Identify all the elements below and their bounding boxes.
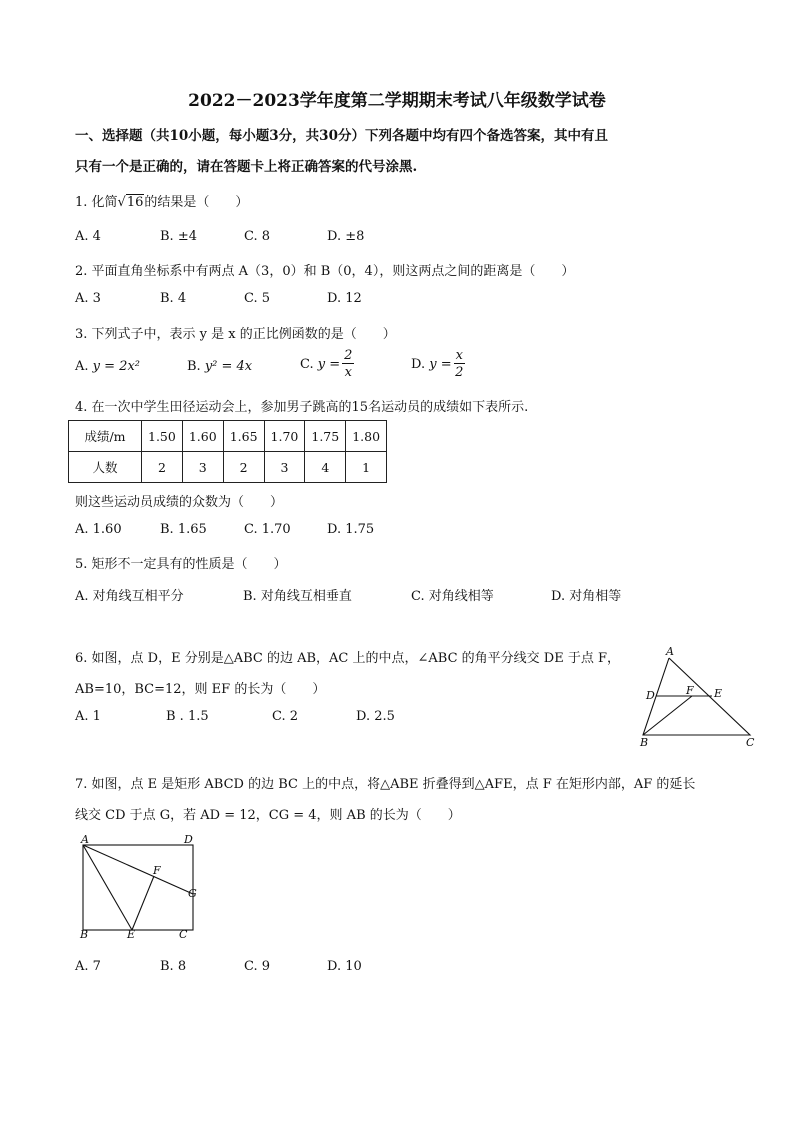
score-table [68,420,387,483]
q3-option-c [300,349,356,379]
triangle-figure [630,640,770,750]
q1-option-d: D. ±8 [327,229,365,244]
question-4: 4. 在一次中学生田径运动会上，参加男子跳高的15名运动员的成绩如下表所示. [75,400,529,415]
q3-option-a [75,359,140,374]
q3-option-d [411,349,467,379]
q3-option-c-fraction [342,349,354,379]
q4-option-d: D. 1.75 [327,522,375,537]
table-cell: 1 [346,452,387,483]
q6-option-d: D. 2.5 [356,709,395,724]
fraction-numerator: x [455,348,463,363]
rectangle-abcd [83,845,193,930]
table-row [69,421,387,452]
question-5: 5. 矩形不一定具有的性质是（ ） [75,557,287,572]
fraction-numerator: 2 [344,348,353,363]
q7-option-c: C. 9 [244,959,271,974]
question-2: 2. 平面直角坐标系中有两点 A（3，0）和 B（0，4），则这两点之间的距离是（ ） [75,264,575,279]
table-header-score: 成绩/m [69,421,142,452]
table-cell: 3 [182,452,223,483]
q5-option-c: C. 对角线相等 [411,589,494,604]
question-7-line2: 线交 CD 于点 G，若 AD = 12，CG = 4，则 AB 的长为（ ） [75,808,461,823]
q6-option-b: B . 1.5 [166,709,209,724]
table-cell: 3 [264,452,305,483]
q7-option-a: A. 7 [75,959,101,974]
q2-option-c: C. 5 [244,291,271,306]
q3-option-d-label: D. [411,356,426,372]
question-6-line2: AB=10，BC=12，则 EF 的长为（ ） [75,682,326,697]
question-7-line1: 7. 如图，点 E 是矩形 ABCD 的边 BC 上的中点，将△ABE 折叠得到△AFE，点 F 在矩形内部，AF 的延长 [75,777,696,792]
rectangle-figure [70,832,210,947]
label-f: F [153,864,161,877]
table-header-count: 人数 [69,452,142,483]
table-cell: 2 [142,452,183,483]
q5-option-a: A. 对角线互相平分 [75,589,184,604]
q2-option-a: A. 3 [75,291,101,306]
table-cell: 2 [223,452,264,483]
label-f: F [686,684,694,697]
q7-option-b: B. 8 [160,959,187,974]
label-e: E [714,687,723,700]
segment-ag [83,845,193,894]
q6-option-c: C. 2 [272,709,299,724]
q3-option-a-label: A. [75,359,89,374]
fraction-denominator: x [344,365,352,380]
q5-option-d: D. 对角相等 [551,589,622,604]
q3-option-a-expr: y = 2x² [92,359,140,374]
table-cell: 1.70 [264,421,305,452]
label-c: C [179,928,188,941]
q4-option-c: C. 1.70 [244,522,291,537]
q3-option-c-label: C. [300,356,314,372]
q1-option-a: A. 4 [75,229,101,244]
label-d: D [646,689,655,702]
question-6-line1: 6. 如图，点 D，E 分别是△ABC 的边 AB，AC 上的中点，∠ABC 的角平分线交 DE 于点 F， [75,651,620,666]
question-1-pre: 1. 化简 [75,195,118,210]
q4-option-a: A. 1.60 [75,522,122,537]
section-instructions-line1: 一、选择题（共10小题，每小题3分，共30分）下列各题中均有四个备选答案，其中有且 [75,128,608,144]
q2-option-d: D. 12 [327,291,362,306]
section-instructions-line2: 只有一个是正确的，请在答题卡上将正确答案的代号涂黑. [75,159,418,175]
table-cell: 1.75 [305,421,346,452]
segment-ef [132,876,154,930]
label-b: B [640,736,649,749]
question-4-prompt: 则这些运动员成绩的众数为（ ） [75,495,284,510]
q1-option-b: B. ±4 [160,229,197,244]
q3-option-b-expr: y² = 4x [204,359,253,374]
question-1-radicand: 16 [126,195,144,210]
q1-option-c: C. 8 [244,229,271,244]
question-1 [75,191,248,210]
q5-option-b: B. 对角线互相垂直 [243,589,352,604]
q3-option-d-lhs: y = [429,356,452,372]
q3-option-b-label: B. [187,359,201,374]
label-e: E [127,928,136,941]
page-title: 2022－2023学年度第二学期期末考试八年级数学试卷 [188,91,606,111]
q3-option-d-fraction [454,349,465,379]
q7-option-d: D. 10 [327,959,362,974]
q2-option-b: B. 4 [160,291,187,306]
sqrt-sign: √ [117,195,126,210]
label-g: G [188,887,197,900]
label-a: A [81,833,89,846]
table-cell: 1.60 [182,421,223,452]
q3-option-c-lhs: y = [317,356,341,372]
label-b: B [80,928,89,941]
q6-option-a: A. 1 [75,709,101,724]
table-cell: 1.65 [223,421,264,452]
table-cell: 1.80 [346,421,387,452]
segment-ae [83,845,132,930]
question-3: 3. 下列式子中，表示 y 是 x 的正比例函数的是（ ） [75,327,396,342]
label-c: C [746,736,755,749]
table-cell: 1.50 [142,421,183,452]
question-1-post: 的结果是（ ） [144,195,249,210]
label-d: D [184,833,193,846]
label-a: A [666,645,674,658]
q3-option-b [187,359,252,374]
q4-option-b: B. 1.65 [160,522,207,537]
fraction-denominator: 2 [455,365,464,380]
table-cell: 4 [305,452,346,483]
table-row [69,452,387,483]
